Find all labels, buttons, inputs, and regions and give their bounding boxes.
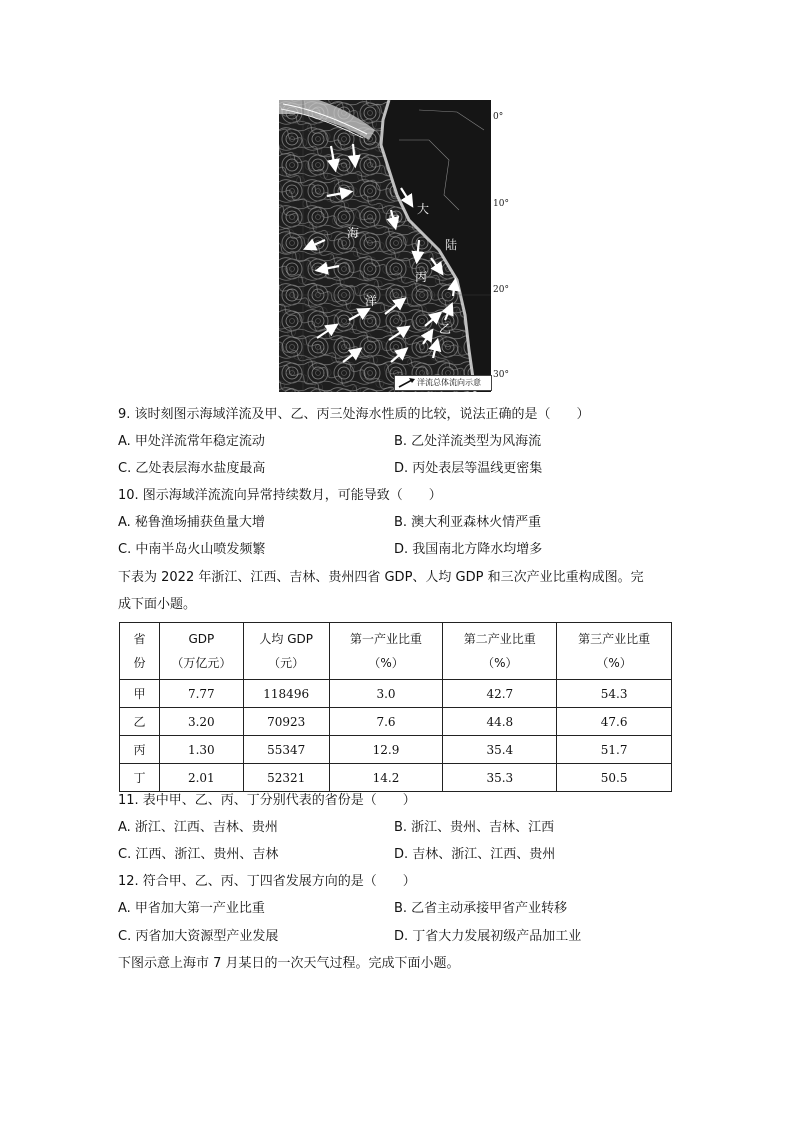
table-header-row bbox=[120, 623, 672, 680]
arrow-icon bbox=[398, 378, 416, 388]
latitude-label-30: 30° bbox=[493, 370, 509, 380]
question-11-option-b: B. 浙江、贵州、吉林、江西 bbox=[394, 820, 555, 835]
question-12-option-d: D. 丁省大力发展初级产品加工业 bbox=[394, 929, 582, 944]
table-cell: 50.5 bbox=[557, 764, 672, 792]
table-cell: 3.20 bbox=[159, 708, 243, 736]
question-9-option-d: D. 丙处表层等温线更密集 bbox=[394, 461, 543, 476]
question-10-option-a: A. 秘鲁渔场捕获鱼量大增 bbox=[118, 515, 265, 530]
question-12-stem: 12. 符合甲、乙、丙、丁四省发展方向的是（ ） bbox=[118, 874, 416, 889]
header-secondary-share: 第二产业比重 （%） bbox=[443, 623, 557, 680]
table-cell: 3.0 bbox=[329, 680, 443, 708]
question-9-option-b: B. 乙处洋流类型为风海流 bbox=[394, 434, 542, 449]
label-yi: 乙 bbox=[439, 322, 452, 336]
latitude-label-10: 10° bbox=[493, 199, 509, 209]
question-10-option-d: D. 我国南北方降水均增多 bbox=[394, 542, 543, 557]
question-12-option-a: A. 甲省加大第一产业比重 bbox=[118, 901, 265, 916]
table-intro-line-1: 下表为 2022 年浙江、江西、吉林、贵州四省 GDP、人均 GDP 和三次产业比重构成图。完 bbox=[118, 570, 644, 585]
question-9-option-c: C. 乙处表层海水盐度最高 bbox=[118, 461, 266, 476]
table-cell: 乙 bbox=[120, 708, 160, 736]
table-cell: 47.6 bbox=[557, 708, 672, 736]
ocean-current-map-image bbox=[279, 100, 491, 392]
weather-section-intro: 下图示意上海市 7 月某日的一次天气过程。完成下面小题。 bbox=[118, 956, 460, 971]
table-cell: 12.9 bbox=[329, 736, 443, 764]
question-9-stem: 9. 该时刻图示海域洋流及甲、乙、丙三处海水性质的比较，说法正确的是（ ） bbox=[118, 407, 590, 422]
table-cell: 丁 bbox=[120, 764, 160, 792]
question-10-option-c: C. 中南半岛火山喷发频繁 bbox=[118, 542, 266, 557]
label-bing: 丙 bbox=[415, 270, 428, 284]
continent-label-char-2: 陆 bbox=[445, 238, 458, 252]
question-12-option-b: B. 乙省主动承接甲省产业转移 bbox=[394, 901, 568, 916]
table-cell: 52321 bbox=[243, 764, 329, 792]
table-cell: 7.6 bbox=[329, 708, 443, 736]
ocean-label-char-2: 洋 bbox=[365, 294, 378, 308]
question-9-option-a: A. 甲处洋流常年稳定流动 bbox=[118, 434, 265, 449]
question-10-option-b: B. 澳大利亚森林火情严重 bbox=[394, 515, 542, 530]
question-11-stem: 11. 表中甲、乙、丙、丁分别代表的省份是（ ） bbox=[118, 793, 416, 808]
continent-label-char-1: 大 bbox=[417, 202, 430, 216]
header-gdp-per-capita: 人均 GDP （元） bbox=[243, 623, 329, 680]
table-intro-line-2: 成下面小题。 bbox=[118, 597, 197, 612]
map-legend bbox=[394, 375, 492, 391]
table-cell: 54.3 bbox=[557, 680, 672, 708]
header-gdp: GDP （万亿元） bbox=[159, 623, 243, 680]
table-cell: 42.7 bbox=[443, 680, 557, 708]
table-row bbox=[120, 708, 672, 736]
latitude-label-20: 20° bbox=[493, 285, 509, 295]
table-row bbox=[120, 764, 672, 792]
legend-label: 洋流总体流向示意 bbox=[417, 378, 481, 387]
question-11-option-c: C. 江西、浙江、贵州、吉林 bbox=[118, 847, 279, 862]
latitude-label-0: 0° bbox=[493, 112, 504, 122]
table-row bbox=[120, 736, 672, 764]
table-cell: 35.4 bbox=[443, 736, 557, 764]
table-cell: 2.01 bbox=[159, 764, 243, 792]
question-12-option-c: C. 丙省加大资源型产业发展 bbox=[118, 929, 279, 944]
table-cell: 7.77 bbox=[159, 680, 243, 708]
table-cell: 丙 bbox=[120, 736, 160, 764]
ocean-current-map bbox=[279, 100, 491, 392]
table-cell: 51.7 bbox=[557, 736, 672, 764]
header-primary-share: 第一产业比重 （%） bbox=[329, 623, 443, 680]
table-cell: 甲 bbox=[120, 680, 160, 708]
table-cell: 1.30 bbox=[159, 736, 243, 764]
question-11-option-a: A. 浙江、江西、吉林、贵州 bbox=[118, 820, 278, 835]
table-row bbox=[120, 680, 672, 708]
header-tertiary-share: 第三产业比重 （%） bbox=[557, 623, 672, 680]
header-province: 省 份 bbox=[120, 623, 160, 680]
question-10-stem: 10. 图示海域洋流流向异常持续数月，可能导致（ ） bbox=[118, 488, 442, 503]
table-cell: 14.2 bbox=[329, 764, 443, 792]
table-cell: 55347 bbox=[243, 736, 329, 764]
province-gdp-table bbox=[119, 622, 672, 792]
table-cell: 118496 bbox=[243, 680, 329, 708]
table-cell: 35.3 bbox=[443, 764, 557, 792]
table-cell: 44.8 bbox=[443, 708, 557, 736]
ocean-label-char-1: 海 bbox=[347, 226, 360, 240]
table-cell: 70923 bbox=[243, 708, 329, 736]
question-11-option-d: D. 吉林、浙江、江西、贵州 bbox=[394, 847, 556, 862]
label-jia: 甲 bbox=[388, 214, 401, 228]
